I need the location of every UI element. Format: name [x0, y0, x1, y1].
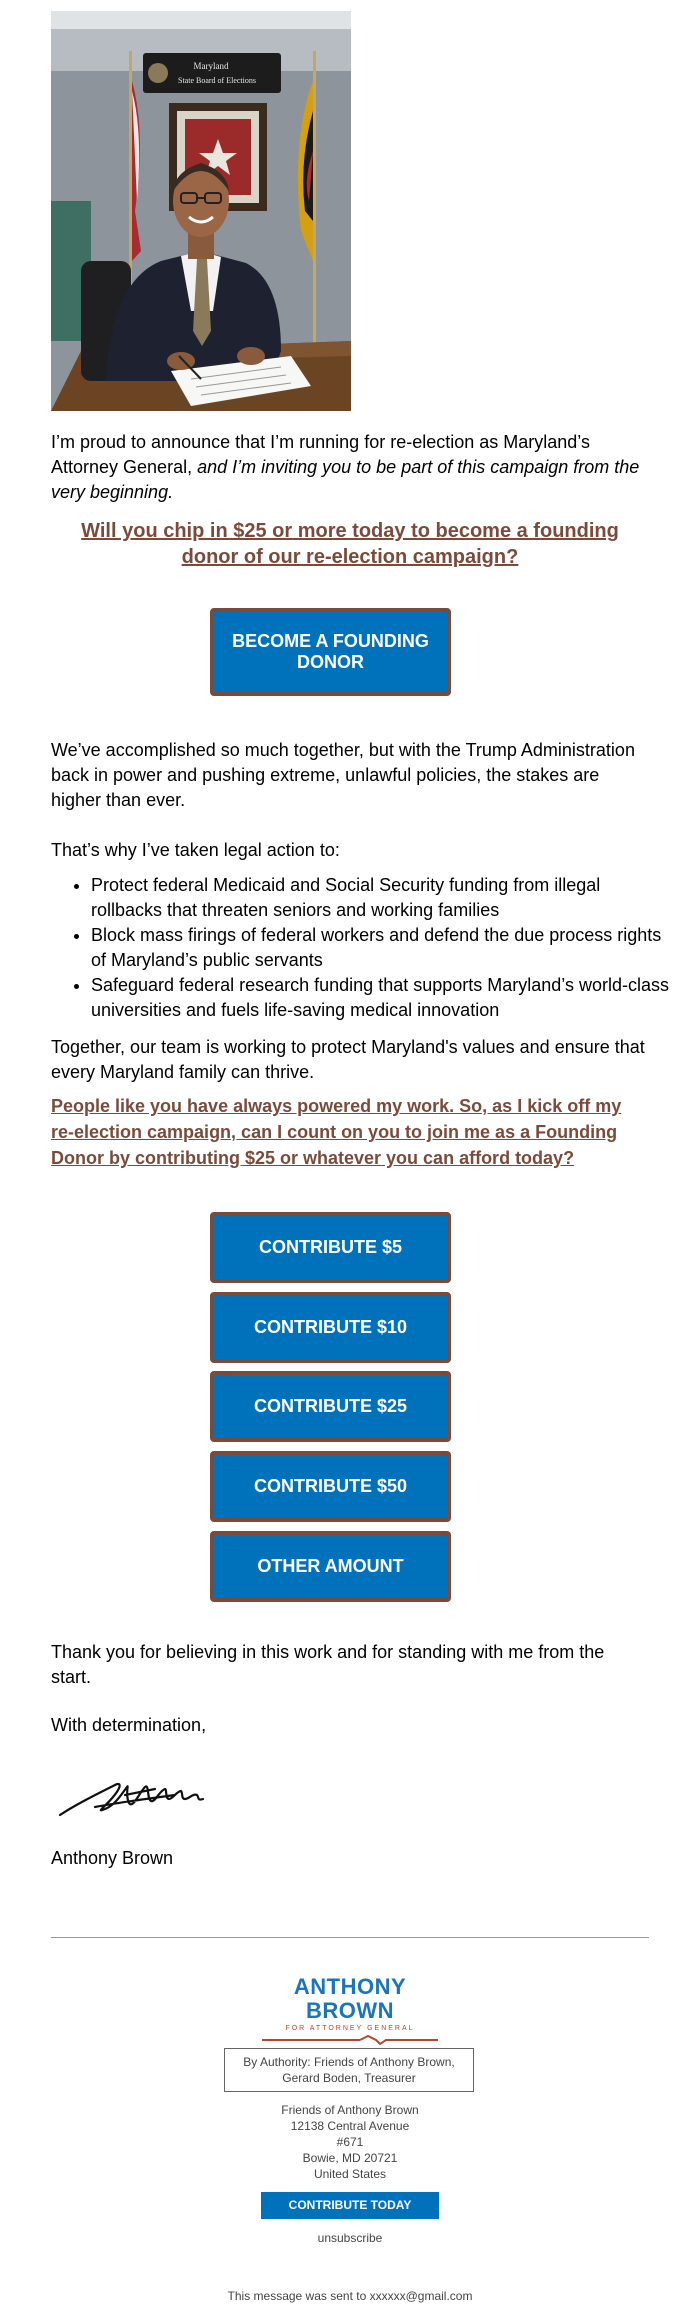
authority-line-1: By Authority: Friends of Anthony Brown, [243, 2055, 455, 2069]
chip-in-link[interactable]: Will you chip in $25 or more today to become a founding donor of our re-election campaign? [81, 520, 619, 568]
address-line: Friends of Anthony Brown [281, 2103, 419, 2117]
contribute-today-button[interactable]: CONTRIBUTE TODAY [261, 2192, 439, 2219]
founding-donor-ask-link[interactable]: People like you have always powered my work. So, as I kick off my re-election campaign, can I count on you to join me as a Founding Donor by contributing $25 or whatever you can afford today? [51, 1096, 622, 1168]
intro-italic-text: and I’m inviting you to be part of this campaign from the very beginning. [51, 457, 640, 502]
contribute-5-button[interactable]: CONTRIBUTE $5 [210, 1212, 451, 1283]
other-amount-button[interactable]: OTHER AMOUNT [210, 1531, 451, 1602]
authority-box [224, 2048, 474, 2092]
address-line: United States [313, 2167, 387, 2181]
intro-text: I’m proud to announce that I’m running for re-election as Maryland’s Attorney General, [51, 432, 590, 477]
sign-text-2: State Board of Elections [178, 76, 256, 85]
together-paragraph: Together, our team is working to protect Maryland's values and ensure that every Maryland family can thrive. [51, 1037, 645, 1082]
signoff-text: With determination, [51, 1715, 207, 1735]
contribute-50-button[interactable]: CONTRIBUTE $50 [210, 1451, 451, 1522]
list-item: • Safeguard federal research funding that supports Maryland’s world-class universities and fuels life-saving medical innovation [91, 973, 671, 1023]
list-item: • Protect federal Medicaid and Social Security funding from illegal rollbacks that threaten seniors and working families [91, 873, 671, 923]
address-line: Bowie, MD 20721 [302, 2151, 398, 2165]
become-founding-donor-button[interactable]: BECOME A FOUNDING DONOR [210, 608, 451, 696]
accomplished-paragraph: We’ve accomplished so much together, but with the Trump Administration back in power and pushing extreme, unlawful policies, the stakes are higher than ever. [51, 740, 635, 810]
authority-line-2: Gerard Boden, Treasurer [282, 2071, 416, 2085]
campaign-logo [250, 1975, 450, 2045]
unsubscribe-link[interactable]: unsubscribe [317, 2231, 383, 2245]
sign-text-1: Maryland [193, 61, 229, 71]
logo-name: ANTHONY BROWN [293, 1974, 407, 2023]
sent-to-notice: This message was sent to xxxxxx@gmail.com [227, 2289, 473, 2303]
legal-action-paragraph: That’s why I’ve taken legal action to: [51, 840, 340, 860]
signer-name: Anthony Brown [51, 1848, 174, 1868]
signature-image [55, 1765, 245, 1825]
list-item: • Block mass firings of federal workers and defend the due process rights of Maryland’s public servants [91, 923, 671, 973]
thanks-paragraph: Thank you for believing in this work and for standing with me from the start. [51, 1642, 605, 1687]
address-line: #671 [336, 2135, 364, 2149]
legal-actions-list [51, 873, 671, 1023]
intro-paragraph [51, 430, 649, 505]
contribute-25-button[interactable]: CONTRIBUTE $25 [210, 1371, 451, 1442]
address-line: 12138 Central Avenue [290, 2119, 410, 2133]
footer-address [200, 2102, 500, 2182]
logo-underline-icon [260, 2035, 440, 2045]
footer-divider [51, 1937, 649, 1938]
hero-photo [51, 11, 351, 411]
logo-subtitle: FOR ATTORNEY GENERAL [285, 2025, 415, 2032]
contribute-10-button[interactable]: CONTRIBUTE $10 [210, 1292, 451, 1363]
